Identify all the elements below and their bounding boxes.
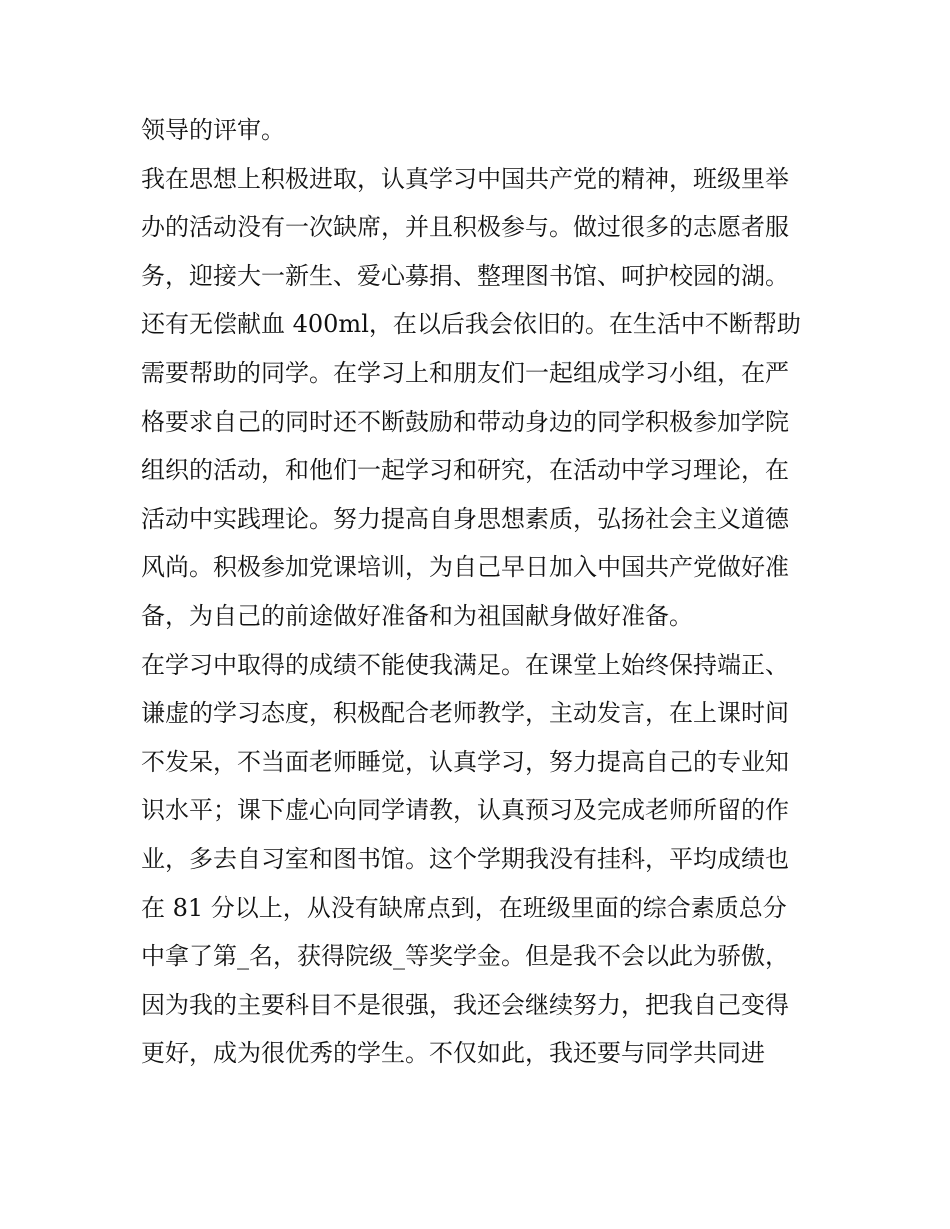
text-line-17: 在 81 分以上，从没有缺席点到，在班级里面的综合素质总分 [141, 893, 787, 922]
text-line-20: 更好，成为很优秀的学生。不仅如此，我还要与同学共同进 [141, 1039, 765, 1068]
text-line-18: 中拿了第_名，获得院级_等奖学金。但是我不会以此为骄傲， [141, 942, 789, 971]
text-line-16: 业，多去自习室和图书馆。这个学期我没有挂科，平均成绩也 [141, 844, 789, 873]
text-line-2: 我在思想上积极进取，认真学习中国共产党的精神，班级里举 [141, 164, 789, 193]
text-line-8: 组织的活动，和他们一起学习和研究，在活动中学习理论，在 [141, 456, 789, 485]
body-text [141, 106, 821, 1078]
text-line-7: 格要求自己的同时还不断鼓励和带动身边的同学积极参加学院 [141, 407, 789, 436]
text-line-10: 风尚。积极参加党课培训，为自己早日加入中国共产党做好准 [141, 553, 789, 582]
text-line-13: 谦虚的学习态度，积极配合老师教学，主动发言，在上课时间 [141, 699, 789, 728]
text-line-6: 需要帮助的同学。在学习上和朋友们一起组成学习小组，在严 [141, 358, 789, 387]
text-line-14: 不发呆，不当面老师睡觉，认真学习，努力提高自己的专业知 [141, 747, 789, 776]
text-line-15: 识水平；课下虚心向同学请教，认真预习及完成老师所留的作 [141, 796, 789, 825]
text-line-3: 办的活动没有一次缺席，并且积极参与。做过很多的志愿者服 [141, 213, 789, 242]
text-line-1: 领导的评审。 [141, 116, 285, 144]
text-line-9: 活动中实践理论。努力提高自身思想素质，弘扬社会主义道德 [141, 504, 789, 533]
text-line-11: 备，为自己的前途做好准备和为祖国献身做好准备。 [141, 601, 693, 630]
text-line-4: 务，迎接大一新生、爱心募捐、整理图书馆、呵护校园的湖。 [141, 261, 789, 290]
text-line-5: 还有无偿献血 400ml，在以后我会依旧的。在生活中不断帮助 [141, 310, 801, 339]
text-line-19: 因为我的主要科目不是很强，我还会继续努力，把我自己变得 [141, 990, 789, 1019]
text-line-12: 在学习中取得的成绩不能使我满足。在课堂上始终保持端正、 [141, 650, 789, 679]
